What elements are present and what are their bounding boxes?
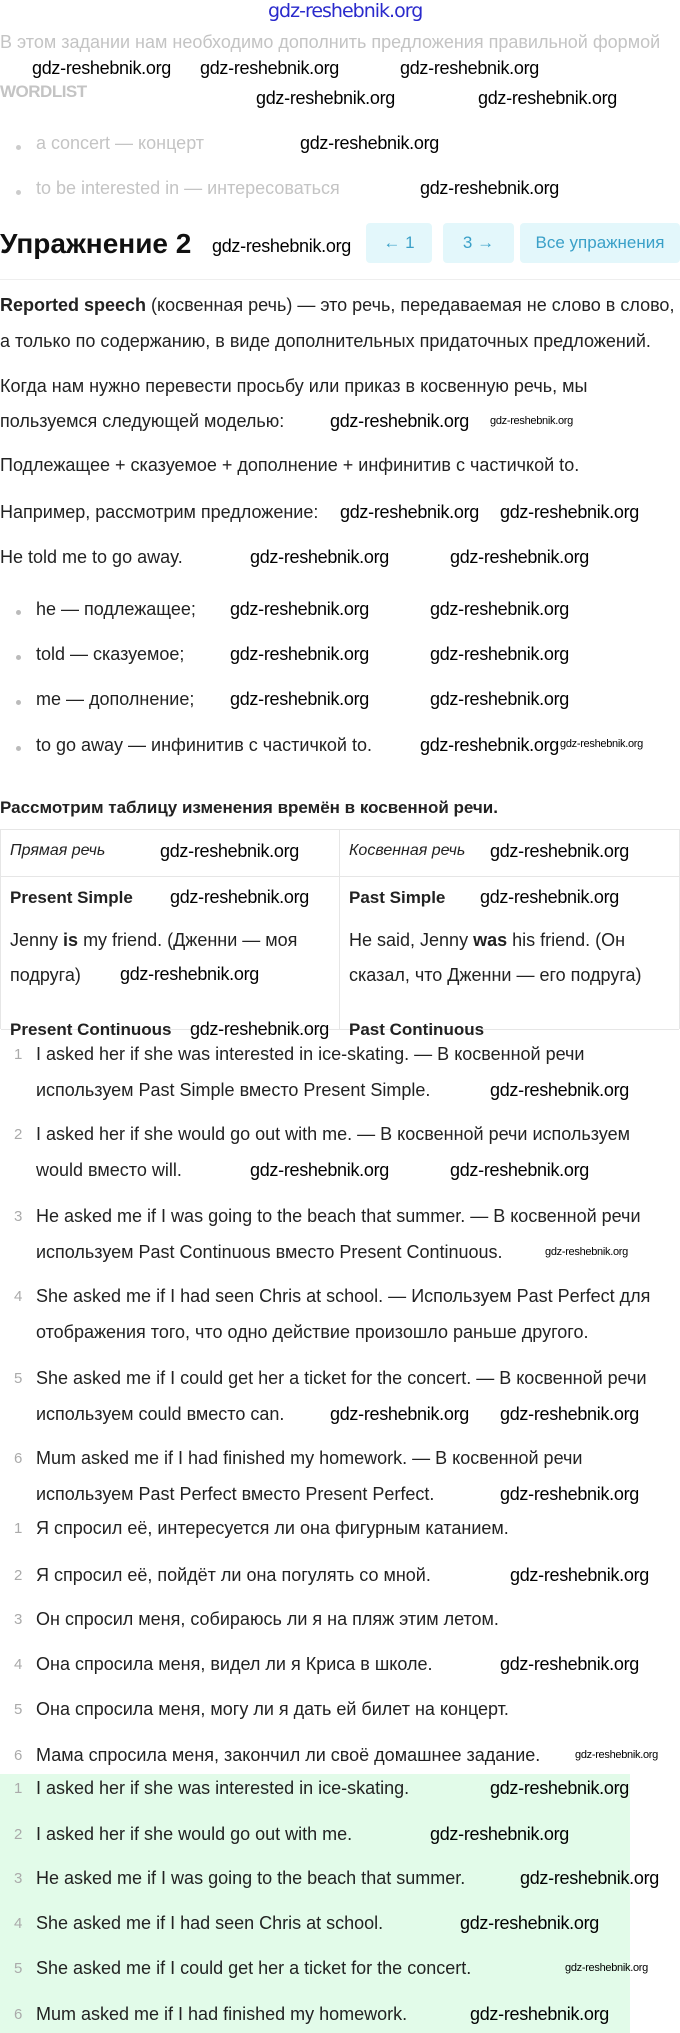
definition-text: (косвенная речь) — это речь, передаваемая не слово в слово, (146, 295, 675, 315)
translation-line: Она спросила меня, могу ли я дать ей билет на концерт. (36, 1699, 509, 1719)
bullet-item: me — дополнение; (36, 689, 195, 709)
item-number: 2 (14, 1567, 23, 1584)
bullet-item: to go away — инфинитив с частичкой to. (36, 735, 372, 755)
bullet-item: he — подлежащее; (36, 599, 196, 619)
intro-text: В этом задании нам необходимо дополнить предложения правильной формой (0, 32, 661, 52)
item-number: 6 (14, 1747, 23, 1764)
watermark-text: gdz-reshebnik.org (490, 1778, 629, 1798)
example-cont: подруга) (10, 965, 81, 985)
formula: Подлежащее + сказуемое + дополнение + инфинитив с частичкой to. (0, 455, 580, 475)
item-number: 3 (14, 1611, 23, 1628)
tense-name: Present Continuous (10, 1020, 172, 1039)
explanation-line: I asked her if she would go out with me. — В косвенной речи используем (36, 1124, 630, 1144)
item-number: 1 (14, 1046, 23, 1063)
item-number: 5 (14, 1960, 23, 1977)
explanation-line: отображения того, что одно действие произошло раньше другого. (36, 1322, 589, 1342)
watermark-text: gdz-reshebnik.org (430, 599, 569, 619)
explanation-line: He asked me if I was going to the beach that summer. — В косвенной речи (36, 1206, 641, 1226)
watermark-text: gdz-reshebnik.org (575, 1749, 658, 1761)
watermark-text: gdz-reshebnik.org (330, 1404, 469, 1424)
watermark-text: gdz-reshebnik.org (200, 58, 339, 78)
watermark-text: gdz-reshebnik.org (420, 178, 559, 198)
answer-line: I asked her if she would go out with me. (36, 1824, 353, 1844)
watermark-text: gdz-reshebnik.org (160, 841, 299, 861)
explanation-line: используем could вместо can. (36, 1404, 285, 1424)
prev-exercise-button[interactable]: ← 1 (366, 223, 432, 263)
term: Reported speech (0, 295, 147, 315)
table-header: Косвенная речь (349, 842, 466, 859)
watermark-text: gdz-reshebnik.org (250, 1160, 389, 1180)
watermark-text: gdz-reshebnik.org (490, 415, 573, 427)
item-number: 2 (14, 1826, 23, 1843)
watermark-text: gdz-reshebnik.org (250, 547, 389, 567)
item-number: 1 (14, 1780, 23, 1797)
tense-name: Present Simple (10, 888, 133, 907)
item-number: 3 (14, 1870, 23, 1887)
site-watermark: gdz-reshebnik.org (268, 0, 423, 22)
watermark-text: gdz-reshebnik.org (490, 841, 629, 861)
item-number: 1 (14, 1520, 23, 1537)
translation-line: Я спросил её, пойдёт ли она погулять со мной. (36, 1565, 431, 1585)
answer-line: She asked me if I could get her a ticket for the concert. (36, 1958, 472, 1978)
answer-line: He asked me if I was going to the beach that summer. (36, 1868, 466, 1888)
watermark-text: gdz-reshebnik.org (300, 133, 439, 153)
bullet-item: told — сказуемое; (36, 644, 185, 664)
explanation-line: I asked her if she was interested in ice-skating. — В косвенной речи (36, 1044, 585, 1064)
wordlist-item: to be interested in — интересоваться (36, 178, 340, 198)
example-cont: сказал, что Дженни — его подруга) (349, 965, 642, 985)
watermark-text: gdz-reshebnik.org (256, 88, 395, 108)
answer-line: Mum asked me if I had finished my homework. (36, 2004, 408, 2024)
watermark-text: gdz-reshebnik.org (460, 1913, 599, 1933)
next-exercise-button[interactable]: 3 → (443, 223, 514, 263)
watermark-text: gdz-reshebnik.org (340, 502, 479, 522)
watermark-text: gdz-reshebnik.org (230, 644, 369, 664)
table-header: Прямая речь (10, 842, 106, 859)
divider (0, 279, 680, 280)
watermark-text: gdz-reshebnik.org (400, 58, 539, 78)
explanation-line: She asked me if I could get her a ticket for the concert. — В косвенной речи (36, 1368, 647, 1388)
watermark-text: gdz-reshebnik.org (230, 689, 369, 709)
explanation-line: используем Past Continuous вместо Present Continuous. (36, 1242, 503, 1262)
definition-line-2: а только по содержанию, в виде дополнительных придаточных предложений. (0, 331, 651, 351)
example: Jenny is my friend. (Дженни — моя (10, 930, 298, 950)
page-title: Упражнение 2 (0, 228, 192, 259)
watermark-text: gdz-reshebnik.org (420, 735, 559, 755)
translation-line: Я спросил её, интересуется ли она фигурным катанием. (36, 1518, 509, 1538)
wordlist-title: WORDLIST (0, 82, 87, 101)
watermark-text: gdz-reshebnik.org (230, 599, 369, 619)
watermark-text: gdz-reshebnik.org (480, 887, 619, 907)
all-exercises-button[interactable]: Все упражнения (520, 223, 680, 263)
tense-name: Past Simple (349, 888, 446, 907)
watermark-text: gdz-reshebnik.org (500, 1404, 639, 1424)
watermark-text: gdz-reshebnik.org (490, 1080, 629, 1100)
item-number: 4 (14, 1288, 23, 1305)
item-number: 3 (14, 1208, 23, 1225)
watermark-text: gdz-reshebnik.org (190, 1019, 329, 1039)
watermark-text: gdz-reshebnik.org (430, 689, 569, 709)
translation-line: Мама спросила меня, закончил ли своё домашнее задание. (36, 1745, 541, 1765)
example: He said, Jenny was his friend. (Он (349, 930, 626, 950)
answers-box (0, 1774, 630, 2033)
translation-line: Она спросила меня, видел ли я Криса в школе. (36, 1654, 433, 1674)
item-number: 4 (14, 1656, 23, 1673)
table-title: Рассмотрим таблицу изменения времён в косвенной речи. (0, 798, 498, 817)
watermark-text: gdz-reshebnik.org (520, 1868, 659, 1888)
reported-speech-definition (0, 295, 674, 316)
watermark-text: gdz-reshebnik.org (450, 547, 589, 567)
example-sentence: He told me to go away. (0, 547, 183, 567)
explanation-line: используем Past Simple вместо Present Simple. (36, 1080, 431, 1100)
watermark-text: gdz-reshebnik.org (170, 887, 309, 907)
answer-line: She asked me if I had seen Chris at school. (36, 1913, 384, 1933)
item-number: 6 (14, 2006, 23, 2023)
item-number: 2 (14, 1126, 23, 1143)
watermark-text: gdz-reshebnik.org (500, 502, 639, 522)
watermark-text: gdz-reshebnik.org (330, 411, 469, 431)
watermark-text: gdz-reshebnik.org (212, 236, 351, 256)
watermark-text: gdz-reshebnik.org (565, 1962, 648, 1974)
watermark-text: gdz-reshebnik.org (470, 2004, 609, 2024)
watermark-text: gdz-reshebnik.org (120, 964, 259, 984)
item-number: 4 (14, 1915, 23, 1932)
watermark-text: gdz-reshebnik.org (430, 644, 569, 664)
paragraph: пользуемся следующей моделью: (0, 411, 285, 431)
item-number: 6 (14, 1450, 23, 1467)
watermark-text: gdz-reshebnik.org (510, 1565, 649, 1585)
explanation-line: would вместо will. (36, 1160, 182, 1180)
item-number: 5 (14, 1370, 23, 1387)
answer-line: I asked her if she was interested in ice-skating. (36, 1778, 410, 1798)
watermark-text: gdz-reshebnik.org (478, 88, 617, 108)
watermark-text: gdz-reshebnik.org (32, 58, 171, 78)
tense-name: Past Continuous (349, 1020, 485, 1039)
explanation-line: используем Past Perfect вместо Present Perfect. (36, 1484, 435, 1504)
explanation-line: She asked me if I had seen Chris at school. — Используем Past Perfect для (36, 1286, 651, 1306)
watermark-text: gdz-reshebnik.org (430, 1824, 569, 1844)
watermark-text: gdz-reshebnik.org (500, 1654, 639, 1674)
wordlist-item: a concert — концерт (36, 133, 205, 153)
paragraph: Когда нам нужно перевести просьбу или приказ в косвенную речь, мы (0, 376, 588, 396)
watermark-text: gdz-reshebnik.org (450, 1160, 589, 1180)
explanation-line: Mum asked me if I had finished my homework. — В косвенной речи (36, 1448, 583, 1468)
watermark-text: gdz-reshebnik.org (560, 738, 643, 750)
paragraph: Например, рассмотрим предложение: (0, 502, 319, 522)
translation-line: Он спросил меня, собираюсь ли я на пляж этим летом. (36, 1609, 499, 1629)
watermark-text: gdz-reshebnik.org (500, 1484, 639, 1504)
watermark-text: gdz-reshebnik.org (545, 1246, 628, 1258)
item-number: 5 (14, 1701, 23, 1718)
